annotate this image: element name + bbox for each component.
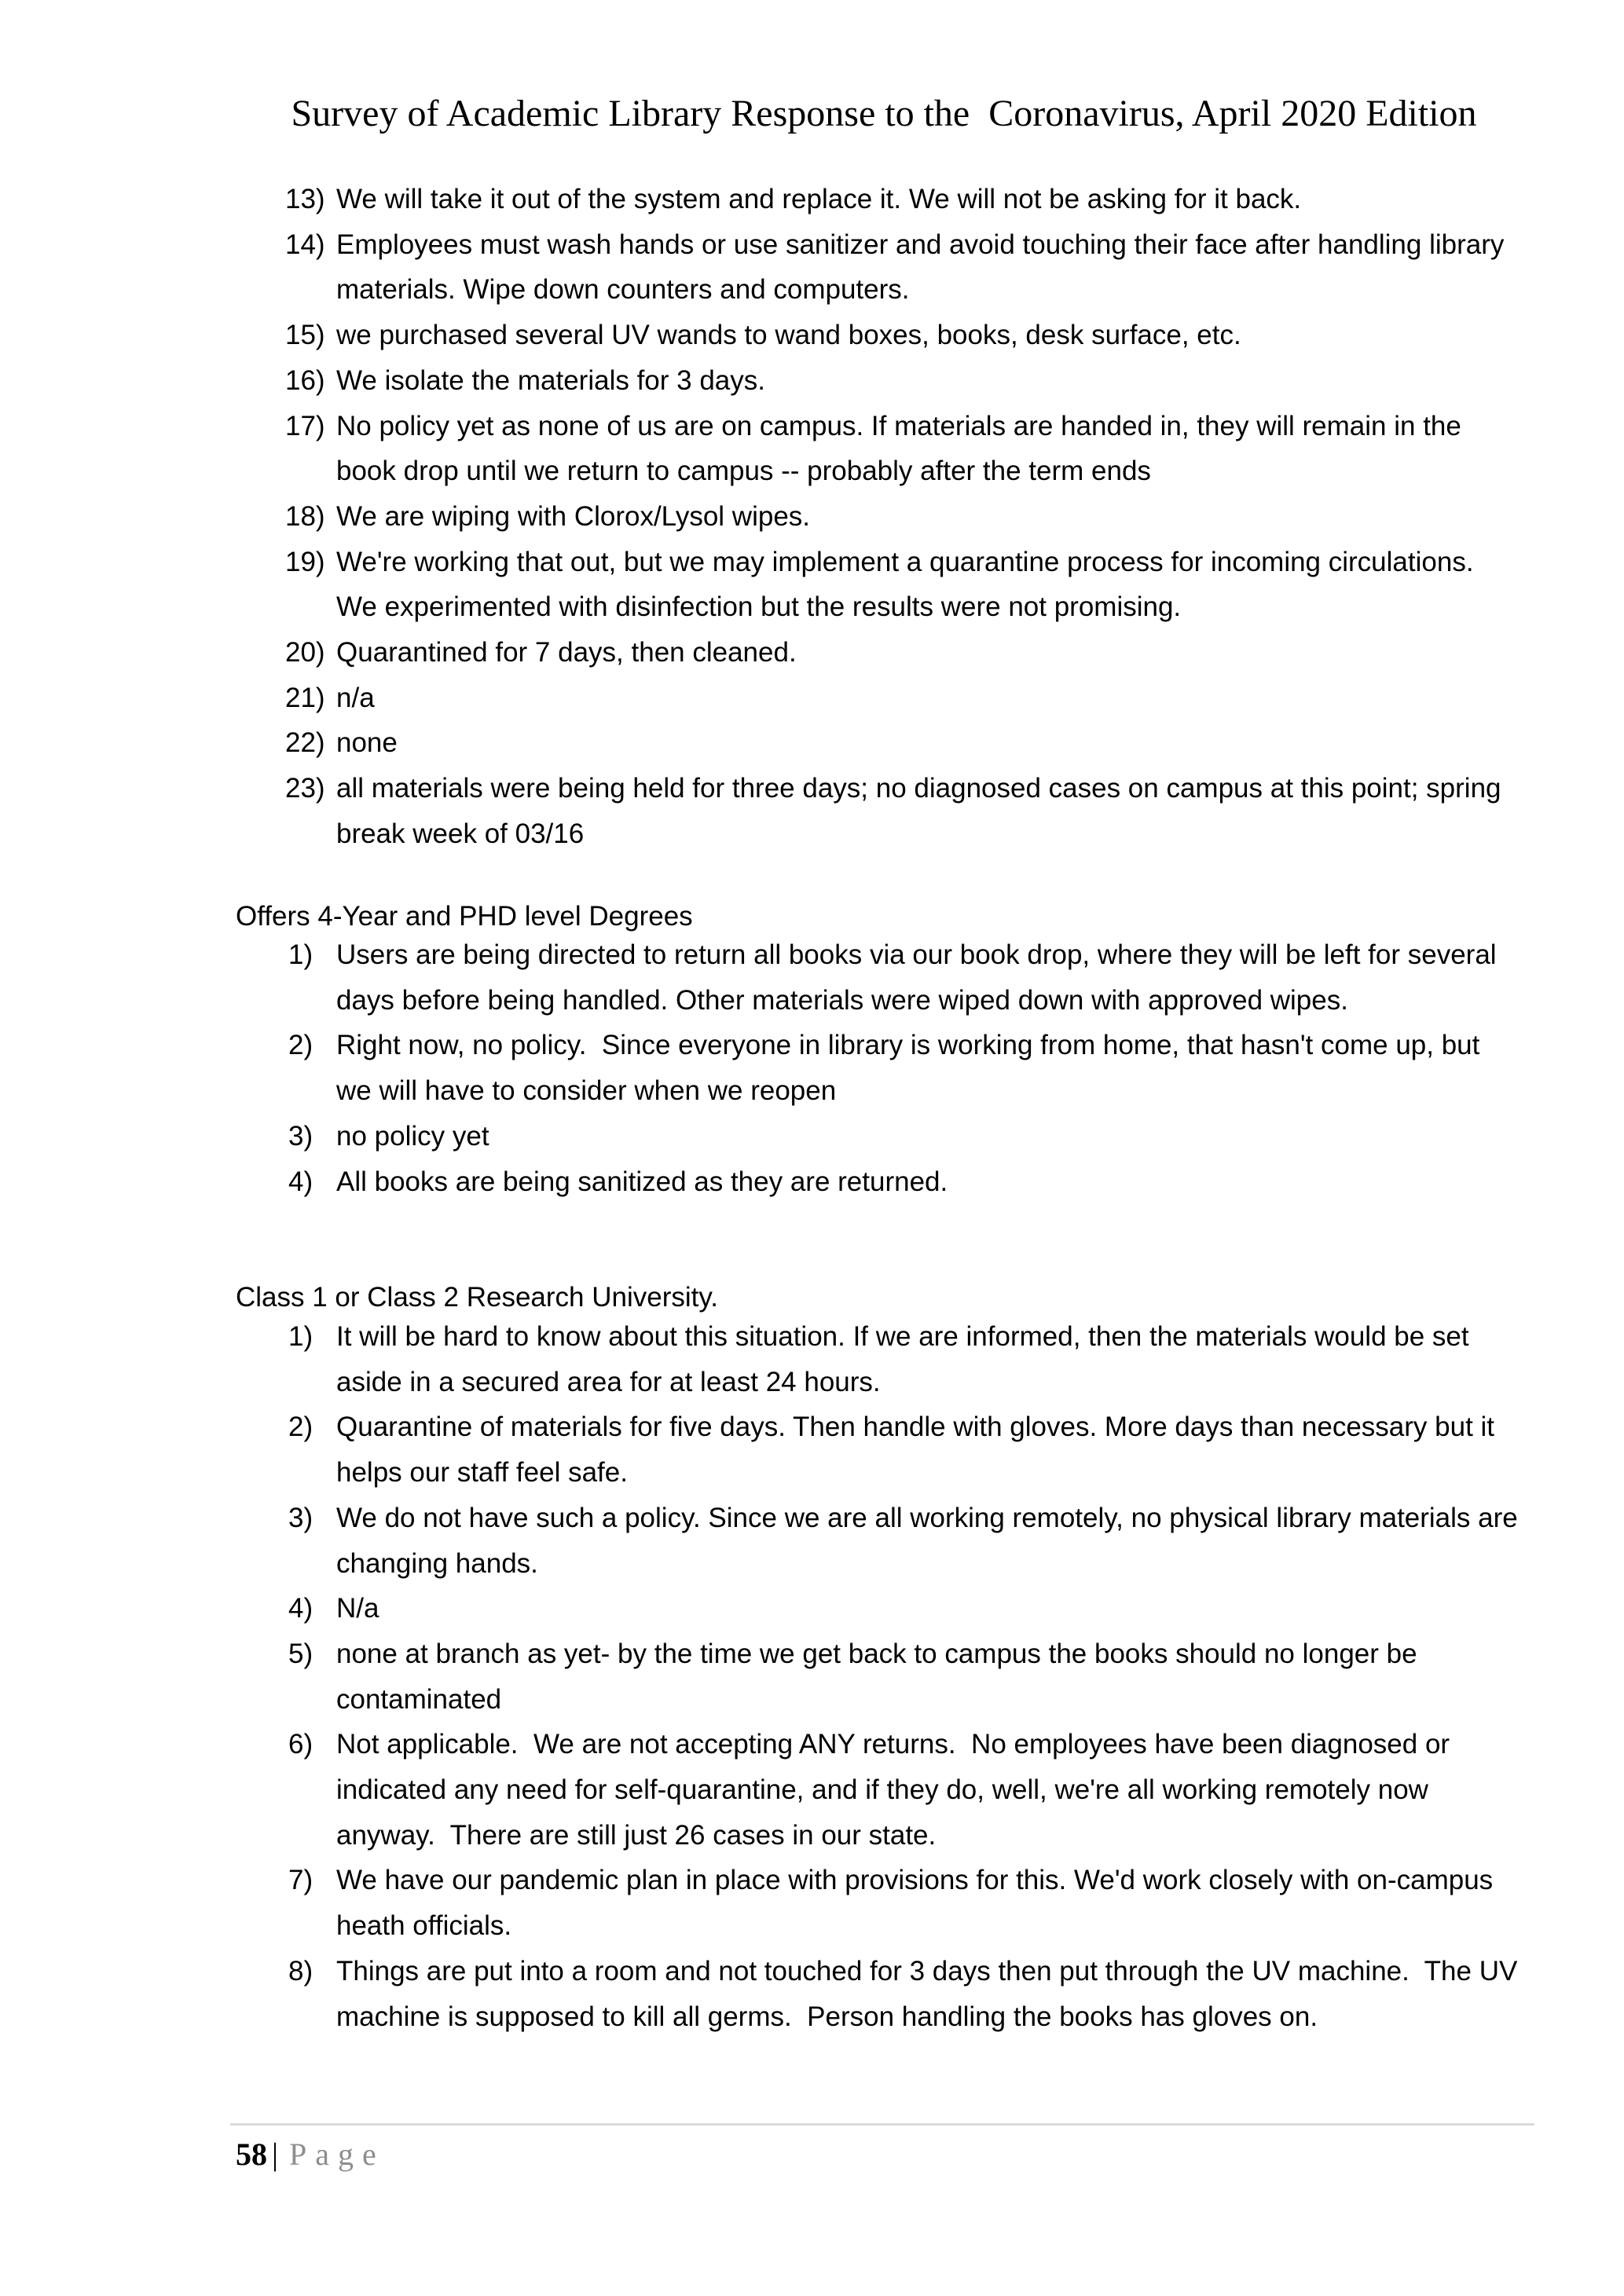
item-number: 3) [288, 1502, 313, 1533]
item-text: We isolate the materials for 3 days. [336, 364, 765, 396]
item-number: 13) [285, 184, 325, 214]
item-text: No policy yet as none of us are on campus. If materials are handed in, they will remain in the book drop until we return to campus -- probably after the term ends [336, 410, 1469, 487]
numbered-list-continued [236, 177, 1519, 857]
section-heading-degrees: Offers 4-Year and PHD level Degrees [236, 901, 693, 932]
item-text: We will take it out of the system and replace it. We will not be asking for it back. [336, 184, 1302, 214]
list-item [236, 1496, 1526, 1586]
item-number: 14) [285, 229, 325, 260]
item-text: Things are put into a room and not touched for 3 days then put through the UV machine. The UV machine is supposed to kill all germs. Person handling the books has gloves on. [336, 1955, 1526, 2032]
item-text: We are wiping with Clorox/Lysol wipes. [336, 500, 811, 532]
item-text: We do not have such a policy. Since we are all working remotely, no physical library materials are changing hands. [336, 1502, 1526, 1579]
item-number: 16) [285, 364, 325, 396]
list-item [236, 1159, 1519, 1205]
item-text: Employees must wash hands or use sanitizer and avoid touching their face after handling library materials. Wipe down counters and computers. [336, 229, 1512, 306]
list-item [236, 1631, 1519, 1722]
list-item [236, 404, 1519, 494]
item-number: 4) [288, 1166, 313, 1197]
footer-divider [230, 2123, 1534, 2126]
item-number: 7) [288, 1865, 313, 1896]
item-text: all materials were being held for three days; no diagnosed cases on campus at this point; spring break week of 03/16 [336, 773, 1509, 849]
list-item [236, 222, 1519, 313]
item-number: 3) [288, 1120, 313, 1152]
item-number: 2) [288, 1030, 313, 1061]
item-text: We're working that out, but we may implement a quarantine process for incoming circulations. We experimented with disinfection but the results were not promising. [336, 546, 1482, 623]
list-item [236, 1023, 1519, 1113]
item-number: 5) [288, 1638, 313, 1669]
item-number: 19) [285, 546, 325, 577]
list-item [236, 1114, 1519, 1159]
list-item [236, 1314, 1519, 1404]
item-number: 1) [288, 1321, 313, 1352]
item-text: Quarantined for 7 days, then cleaned. [336, 637, 797, 668]
list-item [236, 720, 1519, 766]
item-text: N/a [336, 1593, 379, 1624]
list-item [236, 676, 1519, 721]
item-text: It will be hard to know about this situation. If we are informed, then the materials would be set aside in a secured area for at least 24 hours. [336, 1321, 1477, 1397]
item-number: 2) [288, 1412, 313, 1443]
list-item [236, 1858, 1519, 1948]
item-text: Quarantine of materials for five days. Then handle with gloves. More days than necessary but it helps our staff feel safe. [336, 1412, 1502, 1489]
list-item [236, 540, 1519, 630]
item-text: All books are being sanitized as they are returned. [336, 1166, 948, 1197]
section-heading-research: Class 1 or Class 2 Research University. [236, 1282, 718, 1313]
item-text: Right now, no policy. Since everyone in library is working from home, that hasn't come up, but we will have to consider when we reopen [336, 1030, 1488, 1107]
item-text: Not applicable. We are not accepting ANY returns. No employees have been diagnosed or indicated any need for self-quarantine, and if they do, well, we're all working remotely now anyway. There are still just 26 cases in our state. [336, 1729, 1457, 1851]
list-item [236, 630, 1519, 676]
item-text: Users are being directed to return all books via our book drop, where they will be left for several days before being handled. Other materials were wiped down with approved wipes. [336, 939, 1505, 1016]
item-text: n/a [336, 682, 375, 713]
item-number: 22) [285, 727, 325, 759]
list-item [236, 177, 1519, 222]
item-number: 4) [288, 1593, 313, 1624]
item-number: 20) [285, 637, 325, 668]
item-text: no policy yet [336, 1120, 489, 1152]
list-item [236, 358, 1519, 404]
footer-page-word: Page [289, 2137, 385, 2172]
item-number: 17) [285, 410, 325, 441]
item-number: 21) [285, 682, 325, 713]
page-number: 58 [236, 2137, 267, 2172]
item-number: 15) [285, 320, 325, 351]
list-item [236, 932, 1519, 1023]
item-text: none at branch as yet- by the time we get back to campus the books should no longer be contaminated [336, 1638, 1425, 1715]
numbered-list-degrees [236, 932, 1519, 1204]
footer-separator: | [272, 2137, 279, 2172]
item-number: 1) [288, 939, 313, 970]
item-text: we purchased several UV wands to wand boxes, books, desk surface, etc. [336, 320, 1241, 351]
item-text: We have our pandemic plan in place with provisions for this. We'd work closely with on-campus heath officials. [336, 1865, 1501, 1942]
item-number: 8) [288, 1955, 313, 1987]
list-item [236, 494, 1519, 540]
item-text: none [336, 727, 398, 759]
list-item [236, 1949, 1526, 2039]
item-number: 6) [288, 1729, 313, 1760]
page-footer [236, 2135, 385, 2174]
list-item [236, 1722, 1519, 1858]
page-title: Survey of Academic Library Response to the Coronavirus, April 2020 Edition [291, 93, 1477, 134]
list-item [236, 766, 1519, 856]
list-item [236, 313, 1519, 358]
item-number: 23) [285, 773, 325, 804]
numbered-list-research [236, 1314, 1526, 2039]
list-item [236, 1586, 1519, 1631]
item-number: 18) [285, 500, 325, 532]
list-item [236, 1404, 1519, 1495]
